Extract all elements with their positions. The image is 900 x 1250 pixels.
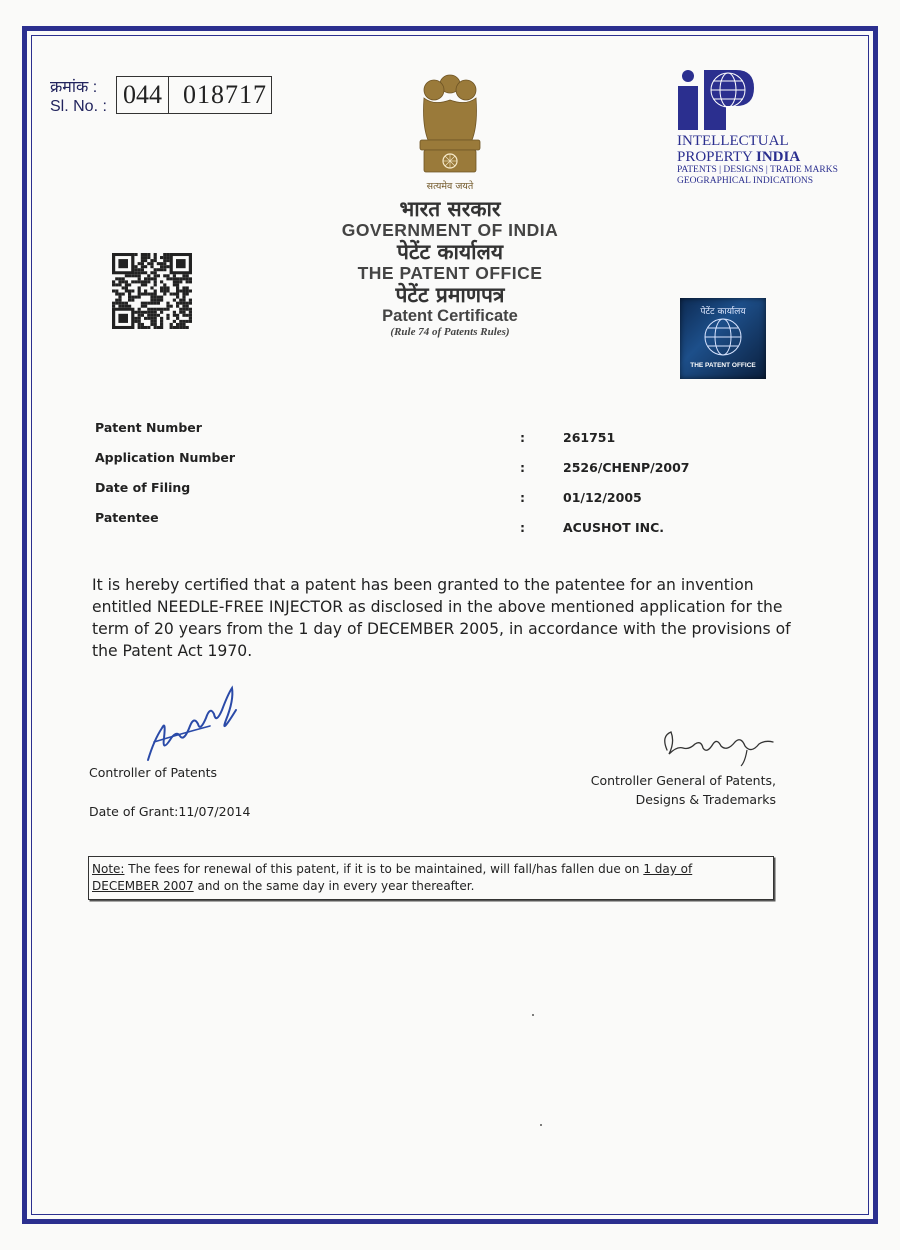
- gov-english: GOVERNMENT OF INDIA: [341, 220, 559, 240]
- field-colon: :: [520, 520, 525, 535]
- hologram-top-text: पेटेंट कार्यालय: [700, 307, 746, 317]
- field-label: Application Number: [95, 450, 236, 465]
- hologram-seal: [680, 298, 766, 379]
- qr-code: [112, 253, 192, 329]
- hologram-bottom-text: THE PATENT OFFICE: [690, 362, 756, 369]
- controller-general-signature: [655, 720, 785, 770]
- gov-hindi: भारत सरकार: [399, 197, 501, 221]
- controller-general-title: [560, 771, 776, 809]
- ip-india-text: [677, 134, 838, 187]
- controller-general-line1: Controller General of Patents,: [590, 773, 776, 788]
- field-label: Date of Filing: [95, 480, 191, 495]
- field-label: Patent Number: [95, 420, 202, 435]
- statement-line: the Patent Act 1970.: [92, 642, 253, 660]
- ip-india-logo-icon: [676, 66, 756, 132]
- ip-line2-prefix: PROPERTY: [677, 149, 756, 165]
- statement-line: term of 20 years from the 1 day of DECEMBER 2005, in accordance with the provisions of: [92, 620, 791, 638]
- ip-line4: GEOGRAPHICAL INDICATIONS: [677, 176, 814, 186]
- field-value: ACUSHOT INC.: [563, 520, 665, 535]
- statement-line: entitled NEEDLE-FREE INJECTOR as disclosed in the above mentioned application for the: [92, 598, 783, 616]
- certificate-heading: [250, 198, 650, 339]
- paper-speck: [540, 1124, 542, 1126]
- national-emblem-icon: [408, 70, 492, 194]
- field-row-application-number: [95, 450, 735, 480]
- field-row-patent-number: [95, 420, 735, 450]
- ip-line2-bold: INDIA: [755, 149, 801, 165]
- field-colon: :: [520, 460, 525, 475]
- note-text: The fees for renewal of this patent, if it is to be maintained, will fall/has fallen due on: [124, 862, 644, 876]
- date-of-grant: Date of Grant:11/07/2014: [89, 804, 251, 819]
- ip-line2: [677, 149, 838, 165]
- renewal-note: [88, 856, 774, 900]
- controller-general-line2: Designs & Trademarks: [635, 792, 776, 807]
- controller-title: Controller of Patents: [89, 765, 218, 780]
- note-text-end: and on the same day in every year thereafter.: [193, 879, 475, 893]
- serial-label-hindi: क्रमांक :: [50, 79, 98, 96]
- serial-number: 018717: [183, 80, 267, 109]
- emblem-motto: सत्यमेव जयते: [426, 181, 474, 192]
- page-title: Patent Certificate: [382, 307, 518, 325]
- field-colon: :: [520, 490, 525, 505]
- note-label: Note:: [92, 862, 125, 876]
- field-value: 261751: [563, 430, 616, 445]
- field-value: 2526/CHENP/2007: [563, 460, 690, 475]
- rule-reference: (Rule 74 of Patents Rules): [390, 326, 510, 338]
- serial-number-prefix: 044: [117, 77, 169, 113]
- paper-speck: [532, 1014, 534, 1016]
- hologram-globe-icon: [702, 316, 744, 358]
- office-english: THE PATENT OFFICE: [357, 263, 543, 283]
- note-due-date-part2: DECEMBER 2007: [92, 879, 194, 893]
- field-row-date-of-filing: [95, 480, 735, 510]
- patent-details: [95, 420, 735, 540]
- serial-number-box: [116, 76, 272, 114]
- note-due-date-part1: 1 day of: [643, 862, 693, 876]
- office-hindi: पेटेंट कार्यालय: [396, 240, 503, 264]
- cert-hindi: पेटेंट प्रमाणपत्र: [395, 283, 505, 307]
- serial-label-english: Sl. No. :: [50, 98, 107, 115]
- serial-label: [50, 78, 107, 116]
- field-row-patentee: [95, 510, 735, 540]
- statement-line: It is hereby certified that a patent has been granted to the patentee for an invention: [92, 576, 754, 594]
- field-colon: :: [520, 430, 525, 445]
- ip-line1: INTELLECTUAL: [677, 133, 789, 149]
- controller-signature: [140, 680, 250, 770]
- field-label: Patentee: [95, 510, 159, 525]
- certification-statement: [92, 574, 792, 662]
- field-value: 01/12/2005: [563, 490, 642, 505]
- ip-line3: PATENTS | DESIGNS | TRADE MARKS: [677, 165, 838, 175]
